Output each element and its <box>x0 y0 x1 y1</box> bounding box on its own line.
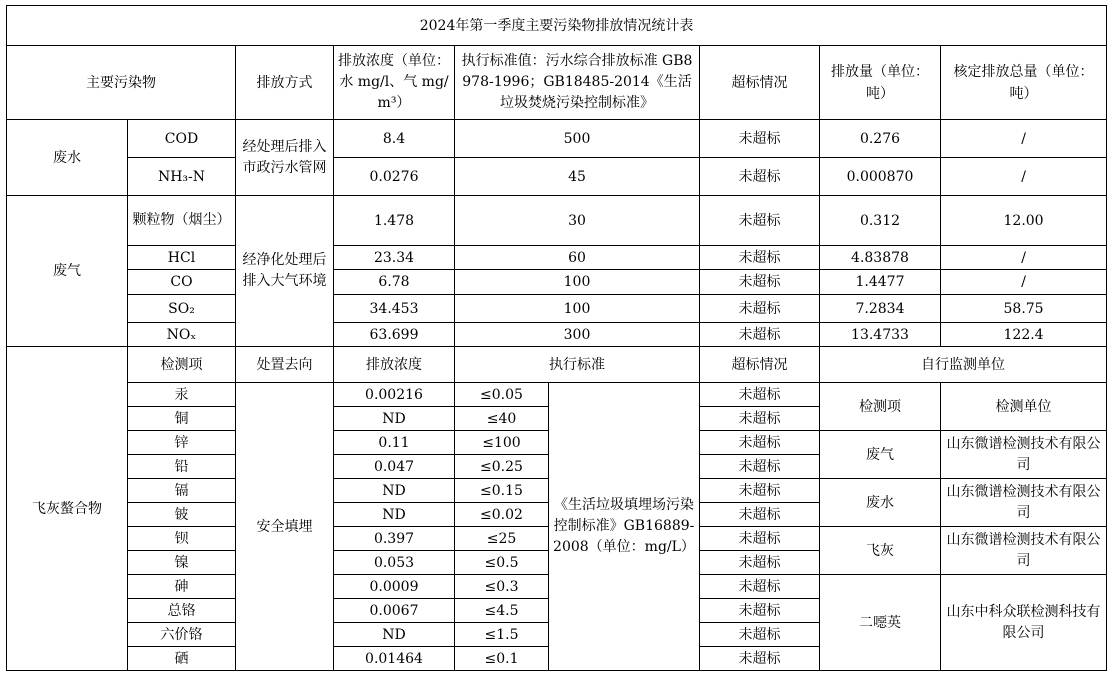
item-cell: HCl <box>128 246 236 270</box>
exceed-cell: 未超标 <box>700 120 820 158</box>
total-cell: 12.00 <box>941 196 1107 246</box>
item-cell: CO <box>128 270 236 295</box>
total-cell: 122.4 <box>941 323 1107 347</box>
conc-cell: 0.053 <box>334 551 455 575</box>
category-wastewater: 废水 <box>7 120 128 196</box>
limit-cell: ≤0.15 <box>455 479 549 503</box>
monitor-unit: 山东微谱检测技术有限公司 <box>941 527 1107 575</box>
flyash-standard: 《生活垃圾填埋场污染控制标准》GB16889-2008（单位：mg/L） <box>549 383 700 671</box>
flyash-header-row <box>7 347 1107 383</box>
limit-cell: ≤4.5 <box>455 599 549 623</box>
total-cell: 58.75 <box>941 295 1107 323</box>
amount-cell: 4.83878 <box>820 246 941 270</box>
item-cell: NOₓ <box>128 323 236 347</box>
amount-cell: 7.2834 <box>820 295 941 323</box>
monitor-unit: 山东微谱检测技术有限公司 <box>941 431 1107 479</box>
conc-cell: 0.047 <box>334 455 455 479</box>
table-row <box>7 383 1107 407</box>
std-cell: 30 <box>455 196 700 246</box>
item-cell: 铜 <box>128 407 236 431</box>
method-wastewater: 经处理后排入市政污水管网 <box>236 120 334 196</box>
conc-cell: ND <box>334 623 455 647</box>
exceed-cell: 未超标 <box>700 455 820 479</box>
flyash-header-monitor: 自行监测单位 <box>820 347 1107 383</box>
amount-cell: 1.4477 <box>820 270 941 295</box>
limit-cell: ≤25 <box>455 527 549 551</box>
item-cell: NH₃-N <box>128 158 236 196</box>
table-row <box>7 270 1107 295</box>
item-cell: 钡 <box>128 527 236 551</box>
conc-cell: 63.699 <box>334 323 455 347</box>
limit-cell: ≤0.25 <box>455 455 549 479</box>
limit-cell: ≤0.02 <box>455 503 549 527</box>
item-cell: 硒 <box>128 647 236 671</box>
limit-cell: ≤0.05 <box>455 383 549 407</box>
amount-cell: 0.000870 <box>820 158 941 196</box>
conc-cell: 0.01464 <box>334 647 455 671</box>
header-standard: 执行标准值：污水综合排放标准 GB8978-1996；GB18485-2014《生活垃圾焚烧污染控制标准》 <box>455 46 700 120</box>
flyash-header-item: 检测项 <box>128 347 236 383</box>
category-wastegas: 废气 <box>7 196 128 347</box>
item-cell: 铍 <box>128 503 236 527</box>
limit-cell: ≤0.3 <box>455 575 549 599</box>
std-cell: 45 <box>455 158 700 196</box>
emission-table <box>6 5 1107 671</box>
item-cell: 砷 <box>128 575 236 599</box>
total-cell: / <box>941 270 1107 295</box>
item-cell: 镉 <box>128 479 236 503</box>
header-pollutant: 主要污染物 <box>7 46 236 120</box>
std-cell: 100 <box>455 295 700 323</box>
header-method: 排放方式 <box>236 46 334 120</box>
conc-cell: 0.0067 <box>334 599 455 623</box>
header-amount: 排放量（单位：吨） <box>820 46 941 120</box>
limit-cell: ≤40 <box>455 407 549 431</box>
total-cell: / <box>941 246 1107 270</box>
item-cell: 汞 <box>128 383 236 407</box>
item-cell: 总铬 <box>128 599 236 623</box>
table-row <box>7 196 1107 246</box>
header-total: 核定排放总量（单位：吨） <box>941 46 1107 120</box>
limit-cell: ≤0.5 <box>455 551 549 575</box>
monitor-item: 二噁英 <box>820 575 941 671</box>
conc-cell: 0.00216 <box>334 383 455 407</box>
monitor-header-unit: 检测单位 <box>941 383 1107 431</box>
method-wastegas: 经净化处理后排入大气环境 <box>236 196 334 347</box>
flyash-header-exceed: 超标情况 <box>700 347 820 383</box>
monitor-header-item: 检测项 <box>820 383 941 431</box>
exceed-cell: 未超标 <box>700 246 820 270</box>
item-cell: COD <box>128 120 236 158</box>
table-row <box>7 323 1107 347</box>
exceed-cell: 未超标 <box>700 158 820 196</box>
conc-cell: 6.78 <box>334 270 455 295</box>
item-cell: 颗粒物（烟尘） <box>128 196 236 246</box>
limit-cell: ≤100 <box>455 431 549 455</box>
amount-cell: 13.4733 <box>820 323 941 347</box>
item-cell: 铅 <box>128 455 236 479</box>
exceed-cell: 未超标 <box>700 196 820 246</box>
category-flyash: 飞灰螯合物 <box>7 347 128 671</box>
exceed-cell: 未超标 <box>700 431 820 455</box>
exceed-cell: 未超标 <box>700 551 820 575</box>
monitor-unit: 山东微谱检测技术有限公司 <box>941 479 1107 527</box>
exceed-cell: 未超标 <box>700 323 820 347</box>
exceed-cell: 未超标 <box>700 383 820 407</box>
flyash-header-disposal: 处置去向 <box>236 347 334 383</box>
conc-cell: ND <box>334 479 455 503</box>
exceed-cell: 未超标 <box>700 503 820 527</box>
conc-cell: 0.11 <box>334 431 455 455</box>
monitor-item: 废水 <box>820 479 941 527</box>
limit-cell: ≤0.1 <box>455 647 549 671</box>
header-row <box>7 46 1107 120</box>
table-row <box>7 158 1107 196</box>
std-cell: 500 <box>455 120 700 158</box>
std-cell: 100 <box>455 270 700 295</box>
exceed-cell: 未超标 <box>700 527 820 551</box>
table-row <box>7 295 1107 323</box>
flyash-header-conc: 排放浓度 <box>334 347 455 383</box>
exceed-cell: 未超标 <box>700 407 820 431</box>
amount-cell: 0.312 <box>820 196 941 246</box>
exceed-cell: 未超标 <box>700 575 820 599</box>
total-cell: / <box>941 158 1107 196</box>
exceed-cell: 未超标 <box>700 295 820 323</box>
flyash-header-std: 执行标准 <box>455 347 700 383</box>
exceed-cell: 未超标 <box>700 599 820 623</box>
item-cell: 锌 <box>128 431 236 455</box>
conc-cell: 0.0276 <box>334 158 455 196</box>
conc-cell: 0.397 <box>334 527 455 551</box>
conc-cell: 0.0009 <box>334 575 455 599</box>
conc-cell: ND <box>334 503 455 527</box>
conc-cell: 23.34 <box>334 246 455 270</box>
std-cell: 60 <box>455 246 700 270</box>
monitor-item: 飞灰 <box>820 527 941 575</box>
item-cell: 六价铬 <box>128 623 236 647</box>
exceed-cell: 未超标 <box>700 647 820 671</box>
exceed-cell: 未超标 <box>700 270 820 295</box>
total-cell: / <box>941 120 1107 158</box>
header-concentration: 排放浓度（单位：水 mg/l、气 mg/m³） <box>334 46 455 120</box>
amount-cell: 0.276 <box>820 120 941 158</box>
monitor-item: 废气 <box>820 431 941 479</box>
limit-cell: ≤1.5 <box>455 623 549 647</box>
exceed-cell: 未超标 <box>700 479 820 503</box>
std-cell: 300 <box>455 323 700 347</box>
exceed-cell: 未超标 <box>700 623 820 647</box>
conc-cell: ND <box>334 407 455 431</box>
monitor-unit: 山东中科众联检测科技有限公司 <box>941 575 1107 671</box>
flyash-disposal: 安全填埋 <box>236 383 334 671</box>
header-exceed: 超标情况 <box>700 46 820 120</box>
conc-cell: 1.478 <box>334 196 455 246</box>
item-cell: SO₂ <box>128 295 236 323</box>
conc-cell: 8.4 <box>334 120 455 158</box>
table-row <box>7 246 1107 270</box>
conc-cell: 34.453 <box>334 295 455 323</box>
table-row <box>7 120 1107 158</box>
page-title: 2024年第一季度主要污染物排放情况统计表 <box>7 6 1107 46</box>
item-cell: 镍 <box>128 551 236 575</box>
